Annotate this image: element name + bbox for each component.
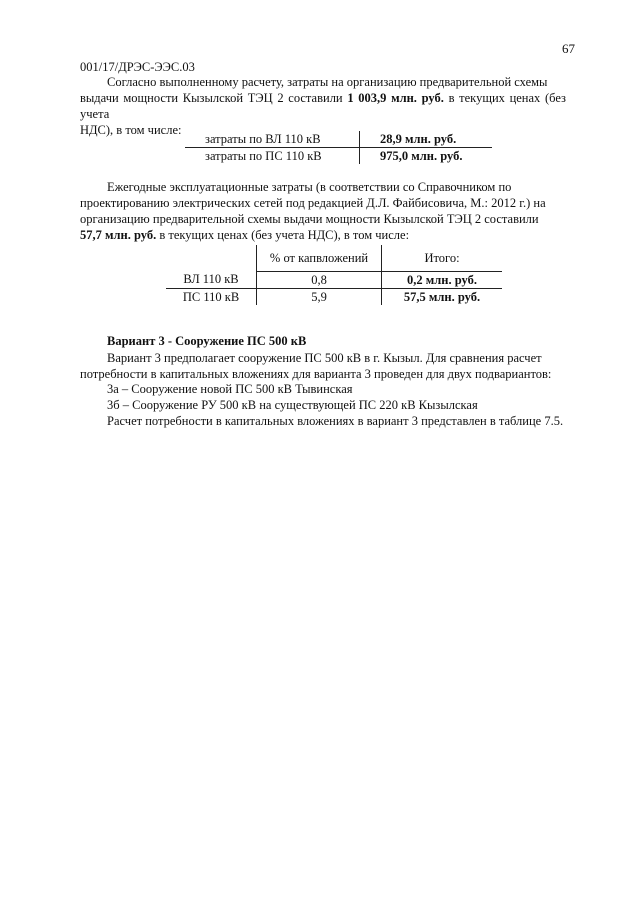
table-cell: 57,5 млн. руб. [382,289,503,306]
header-cell: % от капвложений [257,245,382,272]
para1-line2-text: выдачи мощности Кызылской ТЭЦ 2 составили [80,91,348,105]
total-cost-value: 1 003,9 млн. руб. [347,91,444,105]
table-row [166,289,502,306]
table-cell: ВЛ 110 кВ [166,272,257,289]
paragraph-operating-costs [80,179,566,243]
page-number: 67 [562,41,575,56]
cost-label: затраты по ВЛ 110 кВ [185,131,360,148]
cost-label: затраты по ПС 110 кВ [205,148,322,163]
para3-line1: Вариант 3 предполагает сооружение ПС 500 кВ в г. Кызыл. Для сравнения расчет [107,351,542,365]
para1-line2-tail: в текущих ценах (без учета [80,91,566,121]
header-cell: Итого: [382,245,503,272]
para1-line1: Согласно выполненному расчету, затраты на организацию предварительной схемы [107,75,548,89]
section-title: Вариант 3 - Сооружение ПС 500 кВ [107,334,307,348]
annual-cost-value: 57,7 млн. руб. [80,228,157,242]
table-row [166,272,502,289]
table-row [185,131,492,148]
para2-line3: организацию предварительной схемы выдачи мощности Кызылской ТЭЦ 2 составили [80,212,539,226]
cost-value: 975,0 млн. руб. [360,148,493,165]
paragraph-costs [80,74,566,138]
para2-line2: проектированию электрических сетей под редакцией Д.Л. Файбисовича, М.: 2012 г.) на [80,196,546,210]
document-code: 001/17/ДРЭС-ЭЭС.03 [80,60,195,74]
para2-line4 [80,227,566,243]
table-cell: 0,8 [257,272,382,289]
table-cell: 0,2 млн. руб. [382,272,503,289]
list-item: 3б – Сооружение РУ 500 кВ на существующей ПС 220 кВ Кызылская [107,398,478,412]
table-cell: 5,9 [257,289,382,306]
para3-line2: потребности в капитальных вложениях для варианта 3 проведен для двух подвариантов: [80,367,552,381]
cost-breakdown-table [185,131,492,164]
para1-line3: НДС), в том числе: [80,123,182,137]
para1-line2 [80,90,566,122]
list-item: 3а – Сооружение новой ПС 500 кВ Тывинская [107,382,353,396]
cost-value: 28,9 млн. руб. [360,131,493,148]
table-cell: ПС 110 кВ [182,289,240,304]
para2-line1: Ежегодные эксплуатационные затраты (в соответствии со Справочником по [107,180,512,194]
header-cell [166,245,257,272]
paragraph-variant3 [80,350,566,382]
list-item: Расчет потребности в капитальных вложениях в вариант 3 представлен в таблице 7.5. [107,414,564,428]
table-row [185,148,492,165]
table-header-row [166,245,502,272]
operating-cost-table [166,245,502,305]
para2-line4-tail: в текущих ценах (без учета НДС), в том числе: [156,228,410,242]
